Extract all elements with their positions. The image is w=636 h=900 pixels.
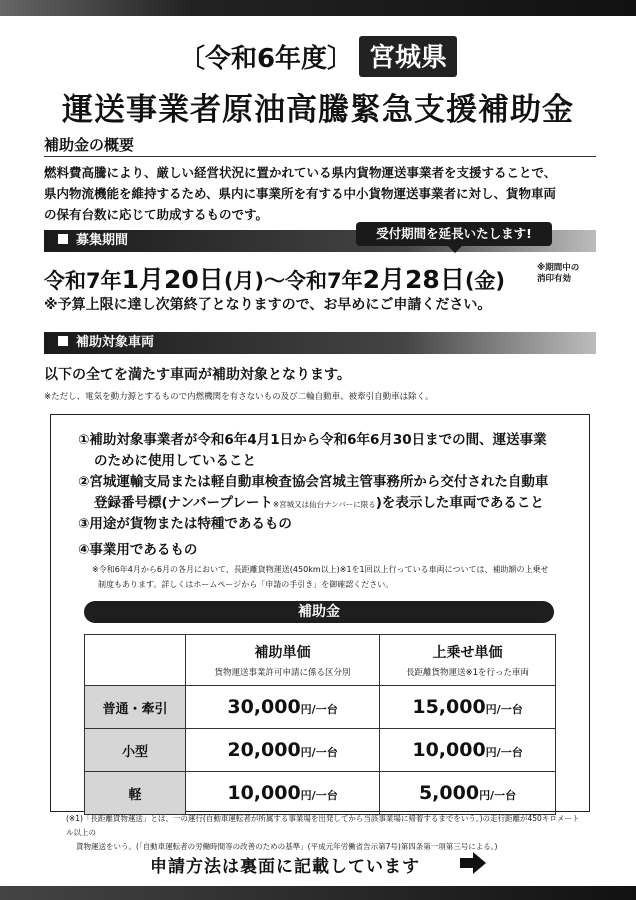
table-row bbox=[85, 729, 556, 772]
base-rate-cell bbox=[186, 729, 380, 772]
subsidy-heading: 補助金 bbox=[84, 601, 554, 623]
period-tilde: 〜 bbox=[264, 269, 286, 293]
base-rate-cell bbox=[186, 686, 380, 729]
condition-2 bbox=[78, 472, 548, 515]
postmark-note bbox=[537, 263, 579, 285]
unit-label: 円/一台 bbox=[300, 746, 338, 759]
row-label: 軽 bbox=[85, 772, 186, 815]
condition-4: ④事業用であるもの bbox=[78, 542, 198, 558]
base-rate-value: 20,000 bbox=[227, 739, 301, 761]
base-rate-value: 30,000 bbox=[227, 696, 301, 718]
postmark-note-line-1: ※期間中の bbox=[537, 263, 580, 273]
base-rate-subtitle: 貨物運送事業許可申請に係る区分別 bbox=[214, 668, 351, 678]
footnote bbox=[66, 812, 582, 854]
overview-line-3: の保有台数に応じて助成するものです。 bbox=[44, 207, 269, 222]
end-weekday: (金) bbox=[464, 269, 506, 293]
overview-heading: 補助金の概要 bbox=[44, 136, 135, 154]
condition-2-line-2 bbox=[78, 493, 548, 515]
extra-rate-cell bbox=[380, 686, 556, 729]
condition-2-text-end: )を表示した車両であること bbox=[375, 495, 544, 511]
condition-3: ③用途が貨物または特種であるもの bbox=[78, 516, 292, 532]
condition-1-line-1: ①補助対象事業者が令和6年4月1日から令和6年6月30日までの間、運送事業 bbox=[78, 432, 547, 448]
base-rate-title: 補助単価 bbox=[254, 645, 311, 661]
footnote-line-1: (※1)「長距離貨物運送」とは、一の運行(自動車運転者が所属する事業場を出発してから当該事業場に帰着するまでをいう。)の走行距離が450キロメートル以上の bbox=[66, 814, 580, 837]
vehicles-exclusion-note: ※ただし、電気を動力源とするもので内燃機関を有さないもの及び二輪自動車、被牽引自動車は除く。 bbox=[44, 392, 434, 402]
recruitment-period bbox=[44, 260, 505, 296]
row-label: 普通・牽引 bbox=[85, 686, 186, 729]
condition-1 bbox=[78, 430, 547, 472]
start-year: 令和7年 bbox=[44, 269, 122, 293]
overview-divider bbox=[44, 156, 596, 157]
extra-rate-cell bbox=[380, 729, 556, 772]
overview-line-2: 県内物流機能を維持するため、県内に事業所を有する中小貨物運送事業者に対し、貨物車両 bbox=[44, 186, 557, 201]
condition-4-note-line-1: ※令和6年4月から6月の各月において、長距離貨物運送(450km以上)※1を1回以上行っている車両については、補助額の上乗せ bbox=[92, 565, 549, 574]
unit-label: 円/一台 bbox=[485, 703, 523, 716]
overview-text bbox=[44, 162, 604, 225]
overview-line-1: 燃料費高騰により、厳しい経営状況に置かれている県内貨物運送事業者を支援することで、 bbox=[44, 165, 557, 180]
vehicles-intro: 以下の全てを満たす車両が補助対象となります。 bbox=[44, 367, 351, 383]
unit-label: 円/一台 bbox=[300, 789, 338, 802]
table-row bbox=[85, 686, 556, 729]
extra-rate-title: 上乗せ単価 bbox=[432, 645, 503, 661]
condition-4-note bbox=[92, 562, 572, 592]
start-weekday: (月) bbox=[223, 269, 265, 293]
condition-2-small-note: ※宮城又は仙台ナンバーに限る bbox=[272, 500, 376, 509]
table-row bbox=[85, 772, 556, 815]
table-corner-cell bbox=[85, 635, 186, 686]
subsidy-table-header bbox=[85, 635, 556, 686]
extra-rate-value: 10,000 bbox=[412, 739, 486, 761]
condition-2-text: 登録番号標(ナンバープレート bbox=[94, 495, 273, 511]
unit-label: 円/一台 bbox=[485, 746, 523, 759]
extension-callout: 受付期間を延長いたします! bbox=[356, 222, 552, 246]
vehicles-heading: 補助対象車両 bbox=[76, 335, 155, 350]
base-rate-cell bbox=[186, 772, 380, 815]
bottom-decorative-bar bbox=[0, 886, 636, 900]
prefecture-badge: 宮城県 bbox=[359, 36, 457, 77]
title-line-1 bbox=[0, 36, 636, 77]
square-bullet-icon bbox=[58, 234, 68, 244]
vehicles-section-header bbox=[44, 332, 596, 354]
start-date: 1月20日 bbox=[121, 265, 224, 294]
condition-4-note-line-2: 制度もあります。詳しくはホームページから「申請の手引き」を御確認ください。 bbox=[98, 580, 394, 589]
budget-note: ※予算上限に達し次第終了となりますので、お早めにご申請ください。 bbox=[44, 297, 492, 313]
unit-label: 円/一台 bbox=[479, 789, 517, 802]
base-rate-header bbox=[186, 635, 380, 686]
base-rate-value: 10,000 bbox=[227, 782, 301, 804]
recruitment-heading: 募集期間 bbox=[76, 233, 129, 248]
extra-rate-value: 15,000 bbox=[412, 696, 486, 718]
square-bullet-icon bbox=[58, 336, 68, 346]
unit-label: 円/一台 bbox=[300, 703, 338, 716]
top-decorative-bar bbox=[0, 0, 636, 16]
condition-1-line-2: のために使用していること bbox=[94, 453, 256, 469]
application-method-note: 申請方法は裏面に記載しています bbox=[150, 857, 420, 877]
page-title: 運送事業者原油高騰緊急支援補助金 bbox=[62, 92, 574, 128]
arrow-right-icon bbox=[460, 852, 486, 874]
end-date: 2月28日 bbox=[362, 265, 465, 294]
extra-rate-subtitle: 長距離貨物運送※1を行った車両 bbox=[406, 668, 530, 678]
end-year: 令和7年 bbox=[285, 269, 363, 293]
fiscal-year-label: 〔令和6年度〕 bbox=[178, 44, 354, 74]
row-label: 小型 bbox=[85, 729, 186, 772]
extra-rate-cell bbox=[380, 772, 556, 815]
subsidy-table bbox=[84, 634, 556, 815]
footnote-line-2: 貨物運送をいう。(「自動車運転者の労働時間等の改善のための基準」(平成元年労働省告示第7号)第四条第一項第三号による。) bbox=[76, 842, 498, 851]
extra-rate-header bbox=[380, 635, 556, 686]
extra-rate-value: 5,000 bbox=[418, 782, 480, 804]
condition-2-line-1: ②宮城運輸支局または軽自動車検査協会宮城主管事務所から交付された自動車 bbox=[78, 474, 549, 490]
postmark-note-line-2: 消印有効 bbox=[537, 274, 572, 284]
